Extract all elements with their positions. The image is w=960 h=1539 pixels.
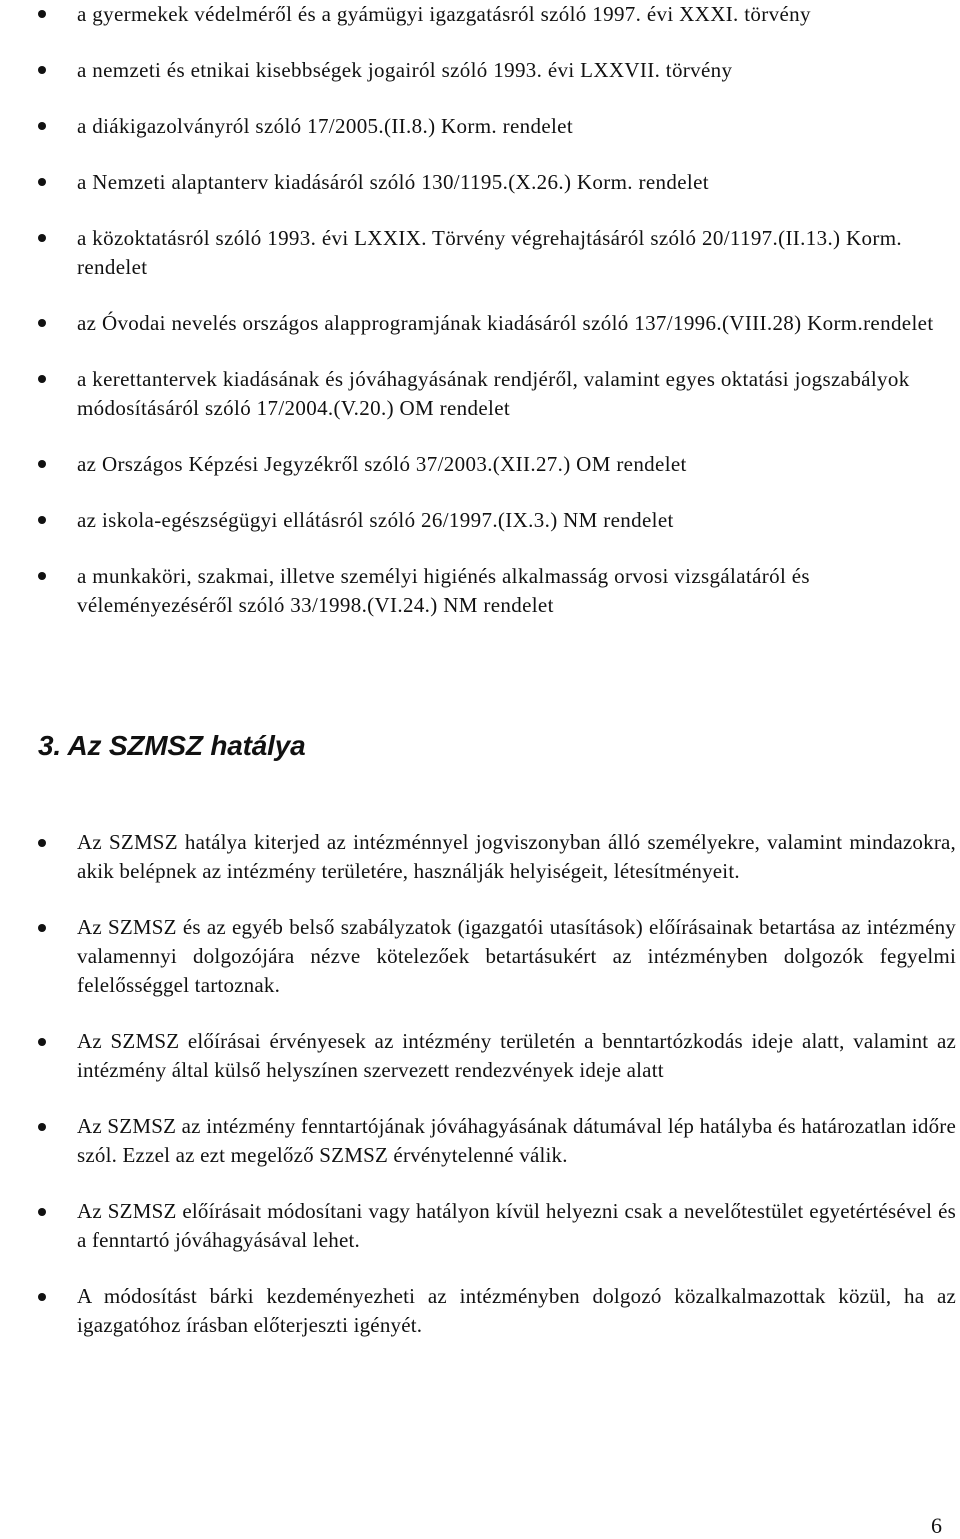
bullet-icon (38, 234, 46, 242)
bullet-icon (38, 924, 46, 932)
scope-paragraph-list (0, 828, 960, 1340)
law-item (0, 224, 960, 282)
bullet-icon (38, 572, 46, 580)
law-item (0, 309, 960, 338)
law-text: a nemzeti és etnikai kisebbségek jogairól szóló 1993. évi LXXVII. törvény (77, 58, 733, 82)
law-text: a diákigazolványról szóló 17/2005.(II.8.) Korm. rendelet (77, 114, 574, 138)
bullet-icon (38, 1123, 46, 1131)
law-item (0, 562, 960, 620)
section-heading: 3. Az SZMSZ hatálya (38, 730, 306, 761)
law-item (0, 506, 960, 535)
law-text: a gyermekek védelméről és a gyámügyi igazgatásról szóló 1997. évi XXXI. törvény (77, 2, 811, 26)
paragraph-text: A módosítást bárki kezdeményezheti az intézményben dolgozó közalkalmazottak közül, ha az igazgatóhoz írásban előterjeszti igényét. (77, 1284, 956, 1337)
law-text: az iskola-egészségügyi ellátásról szóló 26/1997.(IX.3.) NM rendelet (77, 508, 674, 532)
law-item (0, 56, 960, 85)
bullet-icon (38, 10, 46, 18)
paragraph-text: Az SZMSZ hatálya kiterjed az intézménnyel jogviszonyban álló személyekre, valamint mindazokra, akik belépnek az intézmény területére, használják helyiségeit, létesítményeit. (77, 830, 956, 883)
scope-paragraph (0, 1197, 960, 1255)
bullet-icon (38, 1038, 46, 1046)
bullet-icon (38, 516, 46, 524)
paragraph-text: Az SZMSZ és az egyéb belső szabályzatok (igazgatói utasítások) előírásainak betartása az intézmény valamennyi dolgozójára nézve kötelezőek betartásukért az intézményben dolgozók fegyelmi felelősséggel tartoznak. (77, 915, 956, 997)
bullet-icon (38, 122, 46, 130)
paragraph-text: Az SZMSZ előírásait módosítani vagy hatályon kívül helyezni csak a nevelőtestület egyetértésével és a fenntartó jóváhagyásával lehet. (77, 1199, 956, 1252)
page-number: 6 (931, 1513, 942, 1538)
bullet-icon (38, 375, 46, 383)
bullet-icon (38, 1293, 46, 1301)
bullet-icon (38, 839, 46, 847)
bullet-icon (38, 66, 46, 74)
law-text: az Országos Képzési Jegyzékről szóló 37/2003.(XII.27.) OM rendelet (77, 452, 687, 476)
bullet-icon (38, 319, 46, 327)
paragraph-text: Az SZMSZ az intézmény fenntartójának jóváhagyásának dátumával lép hatályba és határozatlan időre szól. Ezzel az ezt megelőző SZMSZ érvénytelenné válik. (77, 1114, 956, 1167)
law-text: a kerettantervek kiadásának és jóváhagyásának rendjéről, valamint egyes oktatási jogszabályok módosításáról szóló 17/2004.(V.20.) OM rendelet (77, 367, 910, 420)
bullet-icon (38, 178, 46, 186)
law-text: a munkaköri, szakmai, illetve személyi higiénés alkalmasság orvosi vizsgálatáról és véleményezéséről szóló 33/1998.(VI.24.) NM rendelet (77, 564, 810, 617)
law-text: az Óvodai nevelés országos alapprogramjának kiadásáról szóló 137/1996.(VIII.28) Korm.rendelet (77, 311, 934, 335)
scope-paragraph (0, 1027, 960, 1085)
law-item (0, 0, 960, 29)
law-item (0, 112, 960, 141)
bullet-icon (38, 1208, 46, 1216)
law-item (0, 168, 960, 197)
scope-paragraph (0, 913, 960, 1000)
law-list (0, 0, 960, 620)
scope-paragraph (0, 1282, 960, 1340)
law-item (0, 365, 960, 423)
law-item (0, 450, 960, 479)
bullet-icon (38, 460, 46, 468)
paragraph-text: Az SZMSZ előírásai érvényesek az intézmény területén a benntartózkodás ideje alatt, valamint az intézmény által külső helyszínen szervezett rendezvények ideje alatt (77, 1029, 956, 1082)
scope-paragraph (0, 1112, 960, 1170)
scope-paragraph (0, 828, 960, 886)
law-text: a Nemzeti alaptanterv kiadásáról szóló 130/1195.(X.26.) Korm. rendelet (77, 170, 709, 194)
law-text: a közoktatásról szóló 1993. évi LXXIX. Törvény végrehajtásáról szóló 20/1197.(II.13.) Korm. rendelet (77, 226, 902, 279)
